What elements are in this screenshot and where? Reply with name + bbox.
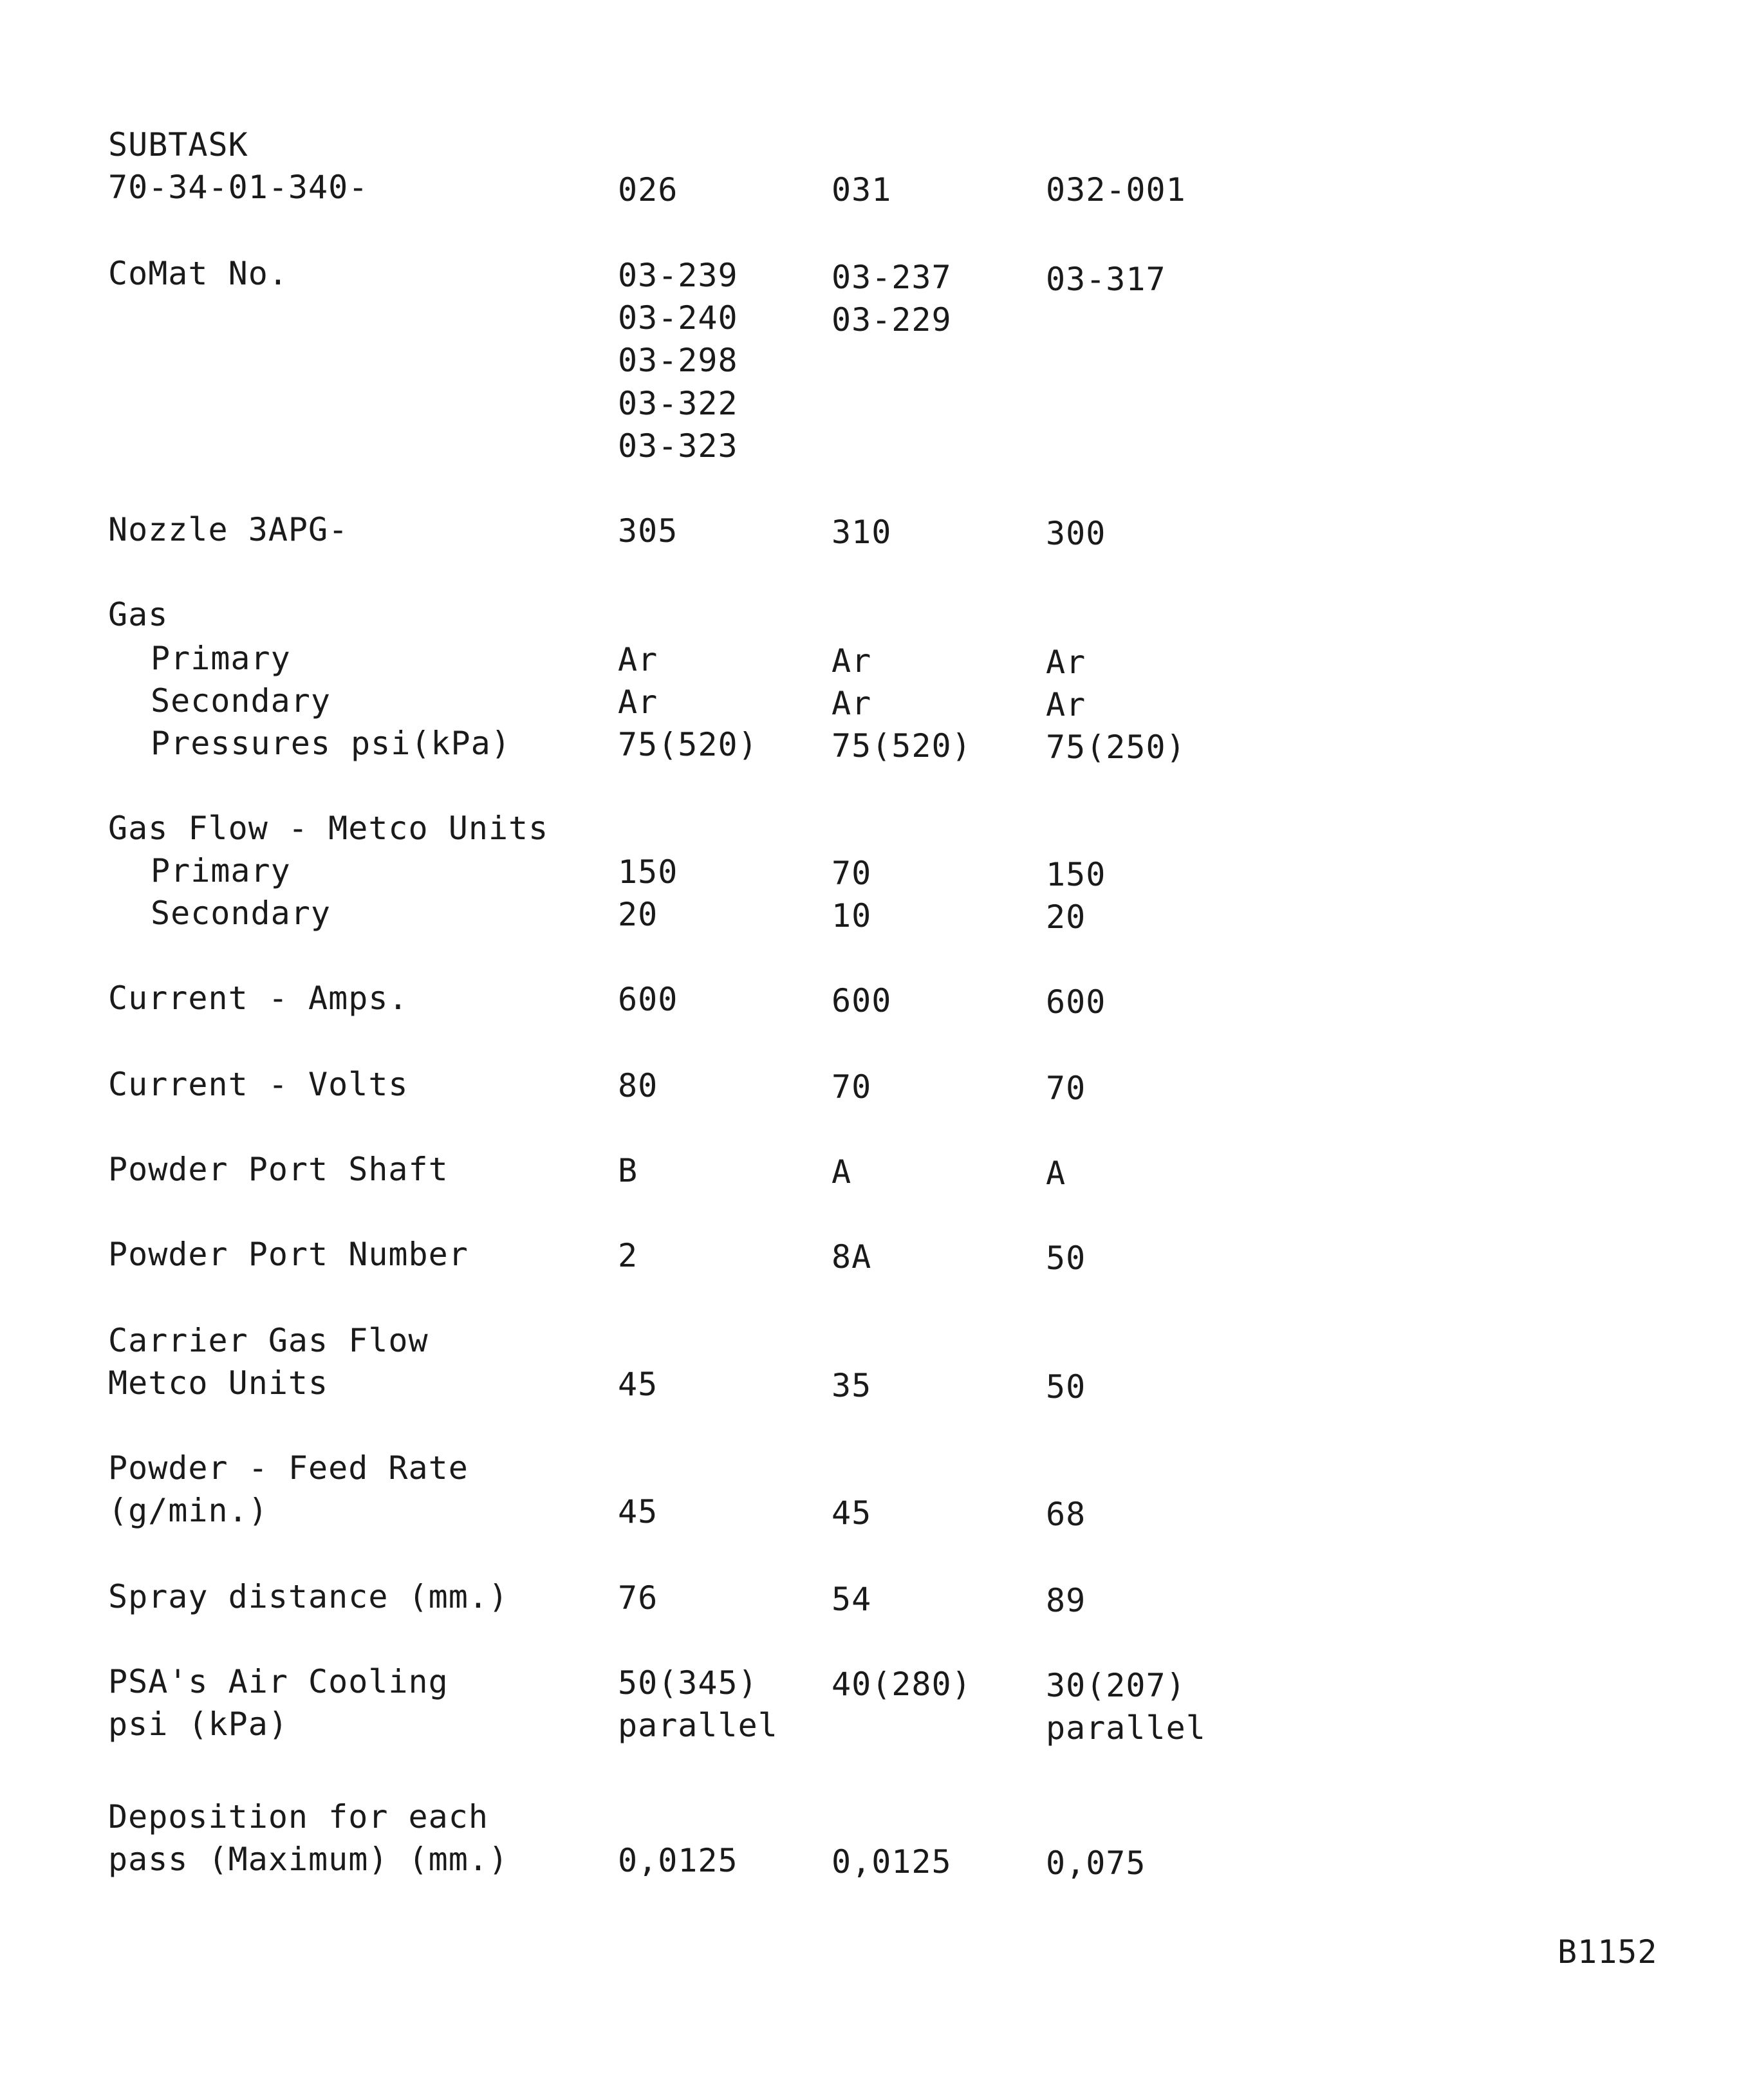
spray-distance-col1: 76 <box>618 1579 658 1617</box>
gas-secondary-col1: Ar <box>618 683 658 721</box>
gas-label: Gas <box>108 596 169 633</box>
subtask-code: 70-34-01-340- <box>108 169 369 206</box>
powder-port-number-col3: 50 <box>1046 1240 1086 1277</box>
psa-air-cooling-col3-mode: parallel <box>1046 1709 1206 1747</box>
figure-code: B1152 <box>1557 1933 1658 1971</box>
deposition-label: Deposition for each <box>108 1798 488 1835</box>
powder-feed-col2: 45 <box>832 1494 872 1532</box>
nozzle-label: Nozzle 3APG- <box>108 511 349 548</box>
comat-col2-item: 03-229 <box>832 301 952 339</box>
comat-col1-item: 03-239 <box>618 257 738 294</box>
powder-port-number-label: Powder Port Number <box>108 1236 469 1273</box>
spray-distance-col2: 54 <box>832 1581 872 1618</box>
psa-air-cooling-units-label: psi (kPa) <box>108 1705 288 1743</box>
powder-port-number-col1: 2 <box>618 1237 638 1274</box>
gas-pressures-label: Pressures psi(kPa) <box>151 725 511 762</box>
psa-air-cooling-col1: 50(345) <box>618 1664 758 1702</box>
carrier-gas-col2: 35 <box>832 1367 872 1404</box>
carrier-gas-units-label: Metco Units <box>108 1364 329 1402</box>
gas-primary-label: Primary <box>151 640 291 677</box>
powder-port-shaft-col2: A <box>832 1153 852 1191</box>
carrier-gas-label: Carrier Gas Flow <box>108 1322 429 1359</box>
current-volts-col3: 70 <box>1046 1070 1086 1107</box>
psa-air-cooling-col1-mode: parallel <box>618 1707 778 1744</box>
subtask-col2: 031 <box>832 171 892 209</box>
comat-col3-item: 03-317 <box>1046 261 1166 298</box>
powder-feed-units-label: (g/min.) <box>108 1492 268 1529</box>
gas-pressures-col2: 75(520) <box>832 727 972 765</box>
comat-label: CoMat No. <box>108 255 288 292</box>
nozzle-col3: 300 <box>1046 515 1106 552</box>
gas-flow-primary-col2: 70 <box>832 855 872 892</box>
current-amps-col3: 600 <box>1046 983 1106 1021</box>
gas-primary-col1: Ar <box>618 641 658 678</box>
gas-flow-secondary-col1: 20 <box>618 896 658 933</box>
gas-flow-secondary-col2: 10 <box>832 897 872 934</box>
current-volts-label: Current - Volts <box>108 1066 409 1103</box>
psa-air-cooling-col3: 30(207) <box>1046 1667 1186 1704</box>
gas-primary-col3: Ar <box>1046 644 1086 681</box>
carrier-gas-col1: 45 <box>618 1366 658 1403</box>
powder-port-shaft-col1: B <box>618 1152 638 1189</box>
gas-flow-primary-col3: 150 <box>1046 856 1106 893</box>
gas-secondary-label: Secondary <box>151 682 331 720</box>
comat-col1-item: 03-240 <box>618 299 738 337</box>
subtask-col1: 026 <box>618 171 678 209</box>
current-amps-col2: 600 <box>832 982 892 1019</box>
powder-feed-col3: 68 <box>1046 1496 1086 1533</box>
spray-distance-col3: 89 <box>1046 1582 1086 1619</box>
deposition-units-label: pass (Maximum) (mm.) <box>108 1841 509 1878</box>
current-volts-col1: 80 <box>618 1067 658 1104</box>
comat-col1-item: 03-298 <box>618 342 738 379</box>
gas-flow-secondary-label: Secondary <box>151 895 331 932</box>
powder-feed-col1: 45 <box>618 1493 658 1530</box>
deposition-col3: 0,075 <box>1046 1844 1146 1882</box>
powder-feed-label: Powder - Feed Rate <box>108 1449 469 1487</box>
deposition-col1: 0,0125 <box>618 1842 738 1879</box>
gas-flow-primary-label: Primary <box>151 852 291 889</box>
gas-pressures-col3: 75(250) <box>1046 729 1186 766</box>
subtask-col3: 032-001 <box>1046 171 1186 209</box>
gas-pressures-col1: 75(520) <box>618 726 758 763</box>
deposition-col2: 0,0125 <box>832 1843 952 1881</box>
gas-secondary-col2: Ar <box>832 685 872 722</box>
psa-air-cooling-col2: 40(280) <box>832 1666 972 1703</box>
carrier-gas-col3: 50 <box>1046 1368 1086 1406</box>
gas-secondary-col3: Ar <box>1046 686 1086 723</box>
gas-flow-secondary-col3: 20 <box>1046 898 1086 936</box>
comat-col1-item: 03-323 <box>618 427 738 465</box>
nozzle-col2: 310 <box>832 514 892 551</box>
gas-primary-col2: Ar <box>832 642 872 680</box>
psa-air-cooling-label: PSA's Air Cooling <box>108 1663 449 1700</box>
current-volts-col2: 70 <box>832 1068 872 1106</box>
subtask-label: SUBTASK <box>108 126 248 163</box>
current-amps-label: Current - Amps. <box>108 980 409 1017</box>
comat-col2-item: 03-237 <box>832 259 952 296</box>
gas-flow-primary-col1: 150 <box>618 853 678 891</box>
powder-port-shaft-label: Powder Port Shaft <box>108 1151 449 1188</box>
spray-distance-label: Spray distance (mm.) <box>108 1578 509 1615</box>
current-amps-col1: 600 <box>618 981 678 1018</box>
gas-flow-label: Gas Flow - Metco Units <box>108 810 549 847</box>
nozzle-col1: 305 <box>618 512 678 550</box>
powder-port-number-col2: 8A <box>832 1238 872 1276</box>
powder-port-shaft-col3: A <box>1046 1155 1066 1192</box>
comat-col1-item: 03-322 <box>618 385 738 422</box>
